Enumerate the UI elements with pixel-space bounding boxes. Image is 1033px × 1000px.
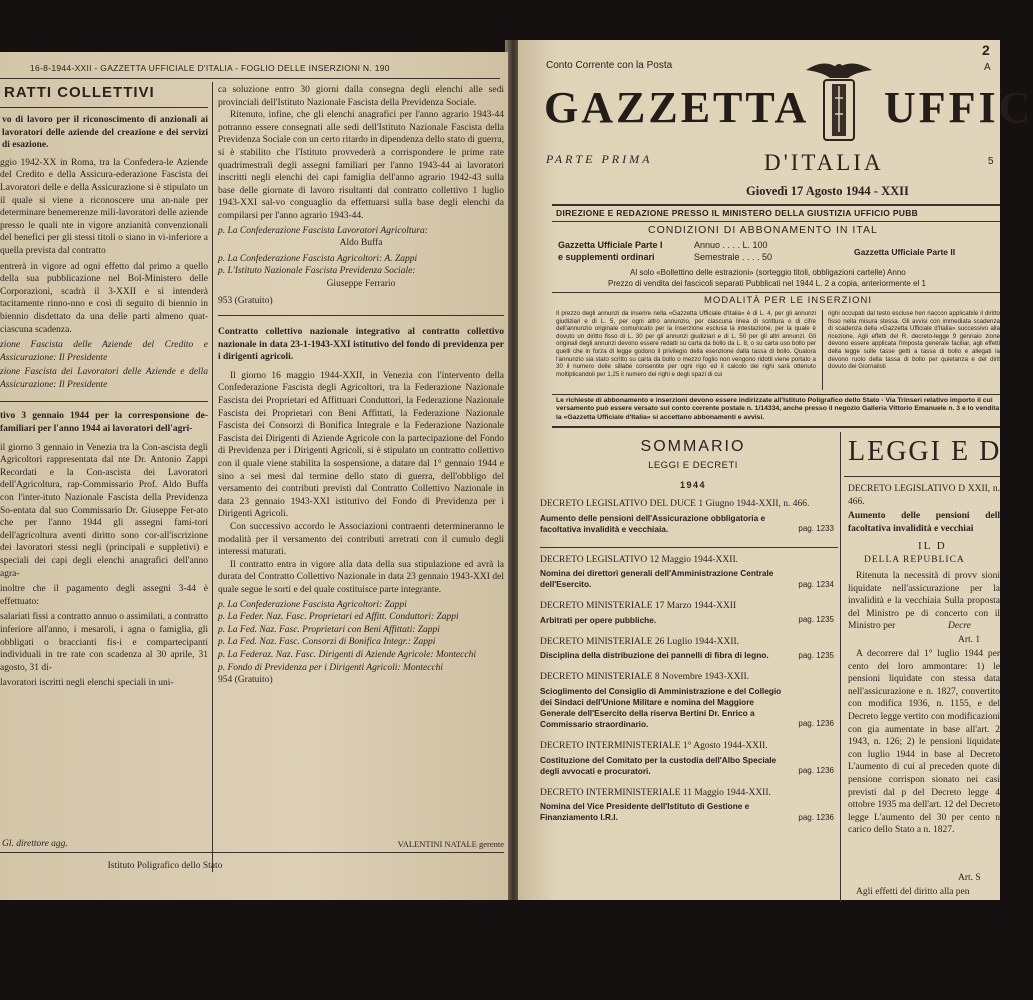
sommario-entry-description: Scioglimento del Consiglio di Amministrazione e del Collegio dei Sindaci dell'Unione Militare e nomina del Maggiore Generale dell'Esercito della riserva Bertini Dr. Enrico a Commissario straordinario. <box>540 685 782 729</box>
leggi-decreti-subheading: LEGGI E DECRETI <box>648 460 738 471</box>
sommario-entry-page: pag. 1236 <box>798 812 834 822</box>
articolo-label: Art. S <box>958 873 981 883</box>
article-body: il giorno 3 gennaio in Venezia tra la Con-ascista degli Agricoltori rappresentata dal nte Dr. Antonio Zappi Recordati e la Con-ascista dei Lavoratori dell'Agricoltura, rap-Commissario Prof. Aldo Buffa con l'inter-ituto Nazionale Fascista della Previdenza So-entata dal suo Commissario Dr. Giuseppe Fer-ato che per l'anno 1944 gli assegni fami-tori dell'agricoltura aventi diritto sono cor-all'iscrizione dei lavoratori stessi negli (principali e suppletivi) e speciali dei capi degli elenchi anagrafici dell'anno agra- <box>0 442 208 579</box>
sommario-entry-page: pag. 1236 <box>798 719 834 729</box>
article-body: Il giorno 16 maggio 1944-XXII, in Venezia con l'intervento della Confederazione Fascista degli Agricoltori, tra la Federazione Nazionale Fascista dei Proprietari ed Affittuari Conduttori, la Federazione Nazionale Fascista dei Proprietari con Beni Affittati, la Federazione Nazionale Fascista dei Consorzi di Bonifica Integrale e la Federazione Nazionale Fascista dei Dirigenti di Aziende Agricole con la partecipazione del Fondo di Previdenza per i Dirigenti Agricoli, si è stipulato un contratto collettivo con il quale viene stabilita la sospensione, a datare dal 1° gennaio 1944 e sino a sei mesi dal termine dello stato di guerra, dell'obbligo del versamento dei contributi previsti dal Contratto Collettivo Nazionale in data 23 gennaio 1943-XXI istitutivo del Fondo di Previdenza per i Dirigenti Agricoli. <box>218 370 504 520</box>
sommario-entry-heading: DECRETO MINISTERIALE 26 Luglio 1944-XXII. <box>540 636 740 647</box>
sommario-entry-description: Nomina del Vice Presidente dell'Istituto di Gestione e Finanziamento I.R.I. <box>540 801 750 823</box>
sommario-entry-description: Aumento delle pensioni dell'Assicurazione obbligatoria e facoltativa invalidità e vecchiaia. <box>540 512 766 534</box>
articolo-body: A decorrere dal 1° luglio 1944 per cento del loro ammontare: 1) le pensioni liquidate con stessa data nell'assicurazione e n. 1827, convertito con modifica 1936, n. 1155, e del Decreto legge vertito con modificazioni con gia aumentate in base all'art. 2 1943, n. 126; 2) le pensioni liquidate con luglio 1944 in base al Decreto L'aumento di cui al preceden quote di pensione corrispon sionato nei casi previsti dal p del Decreto legge 4 ottobre 1935 ma dell'art. 12 del Decreto legge L'aumento del 30 per cento n carico dello Stato a n. 1827. <box>848 649 1000 836</box>
parte-prima: PARTE PRIMA <box>546 152 653 166</box>
gratuito-note: 953 (Gratuito) <box>218 295 273 306</box>
conto-corrente: Conto Corrente con la Posta <box>546 60 673 71</box>
sommario-entry-page: pag. 1233 <box>798 524 834 533</box>
signature: p. La Feder. Naz. Fasc. Proprietari ed Affitt. Conduttori: Zappi <box>218 612 459 623</box>
signature: zione Fascista delle Aziende del Credito e Assicurazione: Il Presidente <box>0 340 208 363</box>
abbonamento-label: Gazzetta Ufficiale Parte I <box>558 240 663 250</box>
sommario-entry <box>540 787 838 824</box>
year-label: 1944 <box>679 480 707 490</box>
sommario-entry-page: pag. 1235 <box>798 615 834 625</box>
side-number: 5 <box>988 156 994 167</box>
left-column-2 <box>218 84 504 687</box>
decreto-title: Aumento delle pensioni dell facoltativa invalidità e vecchiai <box>848 511 1000 534</box>
sommario-entry-page: pag. 1234 <box>798 579 834 589</box>
article-body: Con successivo accordo le Associazioni contraenti determineranno le modalità per il versamento dei contributi arretrati con il cumulo degli interessi maturati. <box>218 522 504 558</box>
article-body: salariati fissi a contratto annuo o assimilati, a contratto inferiore all'anno, i mesaroli, i agna o famiglia, gli obbligati o braccianti fis-i e compartecipanti individuali in tre rate con scadenza al 30 aprile, 31 agosto, 31 di- <box>0 612 208 673</box>
signature: p. La Confederazione Fascista Agricoltori: A. Zappi <box>218 253 418 264</box>
sommario-heading: SOMMARIO <box>640 438 746 455</box>
sommario-entry-heading: DECRETO INTERMINISTERIALE 11 Maggio 1944-XXII. <box>540 787 771 798</box>
sommario-entry-description: Arbitrati per opere pubbliche. <box>540 614 657 625</box>
masthead-title-left: GAZZETTA <box>544 83 810 132</box>
article-body: ca soluzione entro 30 giorni dalla consegna degli elenchi alle sedi provinciali dell'Istituto Nazionale Fascista della Previdenza Sociale. <box>218 85 504 108</box>
right-page <box>518 40 1033 900</box>
signature: p. La Federaz. Naz. Fasc. Dirigenti di Aziende Agricole: Montecchi <box>218 649 476 660</box>
abbonamento-annuo: Annuo . . . . L. 100 <box>694 240 768 250</box>
sommario-list <box>540 498 838 833</box>
modalita-text: Il prezzo degli annunzi da inserire nella «Gazzetta Ufficiale d'Italia» è di L. 4, per gli annunzi giudiziari e di L. 5, per ogni altro annunzio, per ciascuna linea di scrittura o di cifre dell'annunzio originale comunicato per la inserzione esclusa la intestazione, per la quale è dovuto un diritto fisso di L. 30 per gli annunzi giudiziari e di L. 50 per gli altri annunzi. Gli originali degli annunzi devono essere redatti su carta da bollo da L. 8, o su carta uso bollo per quelli che in forza di legge godono il privilegio della esenzione dalla tassa di bollo. Qualora l'annunzio sia stato scritto su carta da bollo o mezzo foglio non vengono ridotti viene portato a 30 il numero delle sillabe consentite per ogni rigo ed il calcolo dei righi sarà ottenuto moltiplicandoli per 1,25 il numero dei righi e degli spazi di cui <box>556 310 816 378</box>
il-duce-heading: IL D <box>918 540 947 552</box>
modalita-text: righi occupati dal testo escluse hen riaccon applicabile il diritto fisso nella misura stessa. Gli avvisi con immediata scadenza di scadenza della «Gazzetta Ufficiale d'Italia» successivo alla ricezione. Agli effetti del R. decreto-legge 9 gennaio zione devono essere applicata l'imposta generale faciliar, agli effetti della legge sulle tasse getti a tassa di bollo e allegati la devono ruolo della tassa di bollo per quietanza e del dirit dovuto dei Giornalisti <box>828 310 1000 371</box>
direzione-banner: DIREZIONE E REDAZIONE PRESSO IL MINISTERO DELLA GIUSTIZIA UFFICIO PUBB <box>556 208 919 218</box>
article-title: tivo 3 gennaio 1944 per la corresponsione de-familiari per l'anno 1944 ai lavoratori dell'agri- <box>0 411 208 435</box>
sommario-entry-heading: DECRETO LEGISLATIVO DEL DUCE 1 Giugno 1944-XXII, n. 466. <box>540 499 810 509</box>
signature: p. Fondo di Previdenza per i Dirigenti Agricoli: Montecchi <box>218 662 444 673</box>
signature: p. La Fed. Naz. Fasc. Proprietari con Beni Affittati: Zappi <box>218 624 440 635</box>
signature: p. La Fed. Naz. Fasc. Consorzi di Bonifica Integr.: Zappi <box>218 637 436 648</box>
gerente-footer: VALENTINI NATALE gerente <box>397 839 504 849</box>
article-body: lavoratori iscritti negli elenchi speciali in uni- <box>0 678 174 689</box>
sommario-entry-description: Costituzione del Comitato per la custodia dell'Albo Speciale degli avvocati e procuratori. <box>540 754 777 776</box>
article-body: inoltre che il pagamento degli assegni 3-44 è effettuato: <box>0 584 208 607</box>
sommario-entry-heading: DECRETO MINISTERIALE 8 Novembre 1943-XXII. <box>540 672 750 683</box>
sommario-entry-page: pag. 1235 <box>798 650 834 660</box>
signature: p. La Confederazione Fascista Agricoltori: Zappi <box>218 599 407 610</box>
signature: p. L'Istituto Nazionale Fascista Previdenza Sociale: <box>218 266 416 277</box>
abbonamento-note: Al solo «Bollettino delle estrazioni» (sorteggio titoli, obbligazioni cartelle) Anno <box>630 268 906 277</box>
repubblica-heading: DELLA REPUBLICA <box>864 555 965 565</box>
sommario-entry <box>540 600 838 626</box>
gratuito-note: 954 (Gratuito) <box>218 675 273 686</box>
sommario-entry <box>540 671 838 730</box>
articolo-body: Agli effetti del diritto alla pen <box>856 887 970 897</box>
masthead-title-right: UFFIC <box>884 83 1033 132</box>
article-body: Il contratto entra in vigore alla data della sua stipulazione ed avrà la durata del Contratto Collettivo Nazionale in data 23 gennaio 1943-XXI del quale segue le sorti e del quale costituisce parte integrante. <box>218 559 504 595</box>
sommario-entry-page: pag. 1236 <box>798 765 834 775</box>
printer-footer: Istituto Poligrafico dello Stato <box>107 861 223 871</box>
decreto-heading: DECRETO LEGISLATIVO D XXII, n. 466. <box>848 484 1000 507</box>
signature-name: Aldo Buffa <box>339 238 383 249</box>
signature-name: Giuseppe Ferrario <box>326 278 396 289</box>
sommario-entry-heading: DECRETO MINISTERIALE 17 Marzo 1944-XXII <box>540 601 737 612</box>
fasces-eagle-icon <box>804 58 874 148</box>
abbonamento-note: Prezzo di vendita dei fascicoli separati Pubblicati nel 1944 L. 2 a copia, anteriormente el 1 <box>608 279 926 288</box>
article-body: Ritenuto, infine, che gli elenchi anagrafici per l'anno agrario 1943-44 potranno essere consegnati alle sedi dell'Istituto Nazionale Fascista della Previdenza Sociale con un certo ritardo in dipendenza dello stato di guerra, si è stabilito che l'Istituto provvederà a corrispondere le prime rate quadrimestrali degli assegni familiari per l'anno 1943-44 ai lavoratori inscritti negli elenchi dei capi famiglia dell'anno agrario 1942-43 sulla base delle giornate di lavoro risultanti dal contratto collettivo 1 luglio 1943-XXI sal-vo conguaglio da effettuarsi sulla base degli elenchi da compilarsi per l'anno agrario 1943-44. <box>218 110 504 221</box>
decreta-label: Decre <box>948 621 971 631</box>
sommario-entry-heading: DECRETO INTERMINISTERIALE 1° Agosto 1944-XXII. <box>540 740 768 751</box>
left-column-1 <box>0 84 208 690</box>
sommario-entry <box>540 498 838 535</box>
signature: p. La Confederazione Fascista Lavoratori Agricoltura: <box>218 225 428 236</box>
sommario-entry <box>540 636 838 662</box>
sommario-entry <box>540 740 838 777</box>
issue-date: Giovedì 17 Agosto 1944 - XXII <box>746 184 909 198</box>
abbonamento-label: e supplementi ordinari <box>558 252 655 262</box>
sommario-entry-description: Nomina dei direttori generali dell'Amministrazione Centrale dell'Esercito. <box>540 568 774 590</box>
page-number: 2 <box>982 42 990 58</box>
abbonamento-parte-ii: Gazzetta Ufficiale Parte II <box>854 247 956 257</box>
section-title: RATTI COLLETTIVI <box>4 84 155 101</box>
sommario-entry-description: Disciplina della distribuzione dei pannelli di fibra di legno. <box>540 650 769 661</box>
richieste-notice: Le richieste di abbonamento e inserzioni devono essere indirizzate all'Istituto Poligrafico dello Stato - Via Trinseri relativo importo il cui versamento può essere versato sul conto corrente postale n. 1/14334, anche presso il negozio Galleria Vittorio Emanuele n. 3 e lo vendita la «Gazzetta Ufficiale d'Italia» si accettano abbonamenti e avvisi. <box>556 397 1000 421</box>
sommario-entry-heading: DECRETO LEGISLATIVO 12 Maggio 1944-XXII. <box>540 554 738 565</box>
leggi-heading: LEGGI E D <box>848 436 1002 467</box>
director-footer: Gl. direttore agg. <box>2 839 68 849</box>
ditalia: D'ITALIA <box>764 150 884 175</box>
condizioni-heading: CONDIZIONI DI ABBONAMENTO IN ITAL <box>648 224 878 236</box>
decreto-preamble: Ritenuta la necessità di provv sioni liquidate nell'assicurazione per la invalidità e la vecchiaia Sulla proposta del Ministro pe di concerto con il Ministro per <box>848 571 1000 632</box>
articolo-label: Art. 1 <box>958 635 981 645</box>
left-page <box>0 52 508 900</box>
running-head: 16-8-1944-XXII - GAZZETTA UFFICIALE D'ITALIA - FOGLIO DELLE INSERZIONI N. 190 <box>30 63 390 73</box>
sommario-entry <box>540 547 838 591</box>
article-body: entrerà in vigore ad ogni effetto dal primo a quello della sua pubblicazione nel Bol-Ministero delle Corporazioni, scadrà il 3-XXII e si intenderà tacitamente rinno-nno e così di seguito di biennio in biennio disdettato da una delle parti almeno quat-ciascuna scadenza. <box>0 261 208 335</box>
abbonamento-semestrale: Semestrale . . . . 50 <box>694 252 773 262</box>
modalita-heading: MODALITÀ PER LE INSERZIONI <box>704 295 872 306</box>
signature: zione Fascista dei Lavoratori delle Aziende e della Assicurazione: Il Presidente <box>0 367 208 390</box>
corner-label: A <box>984 62 991 73</box>
article-title: vo di lavoro per il riconoscimento di anzionali ai lavoratori delle aziende del creazione e dei servizi di esazione. <box>2 115 208 151</box>
article-title: Contratto collettivo nazionale integrativo al contratto collettivo nazionale in data 23-1-1943-XXI istitutivo del fondo di previdenza per i dirigenti agricoli. <box>218 327 504 363</box>
article-body: ggio 1942-XX in Roma, tra la Confedera-le Aziende del Credito e della Assicura-ederazione Fascista dei Lavoratori delle e della Assicurazione si è stipulato un il quale si viene a riconoscere una an-nale per determinare benemerenze mili-lavoratori delle aziende presso le quali nte in vigore anzianità convenzionali del benefici per gli stessi titoli o siano in vi-inferiore a quella prevista dal contratto <box>0 157 208 256</box>
